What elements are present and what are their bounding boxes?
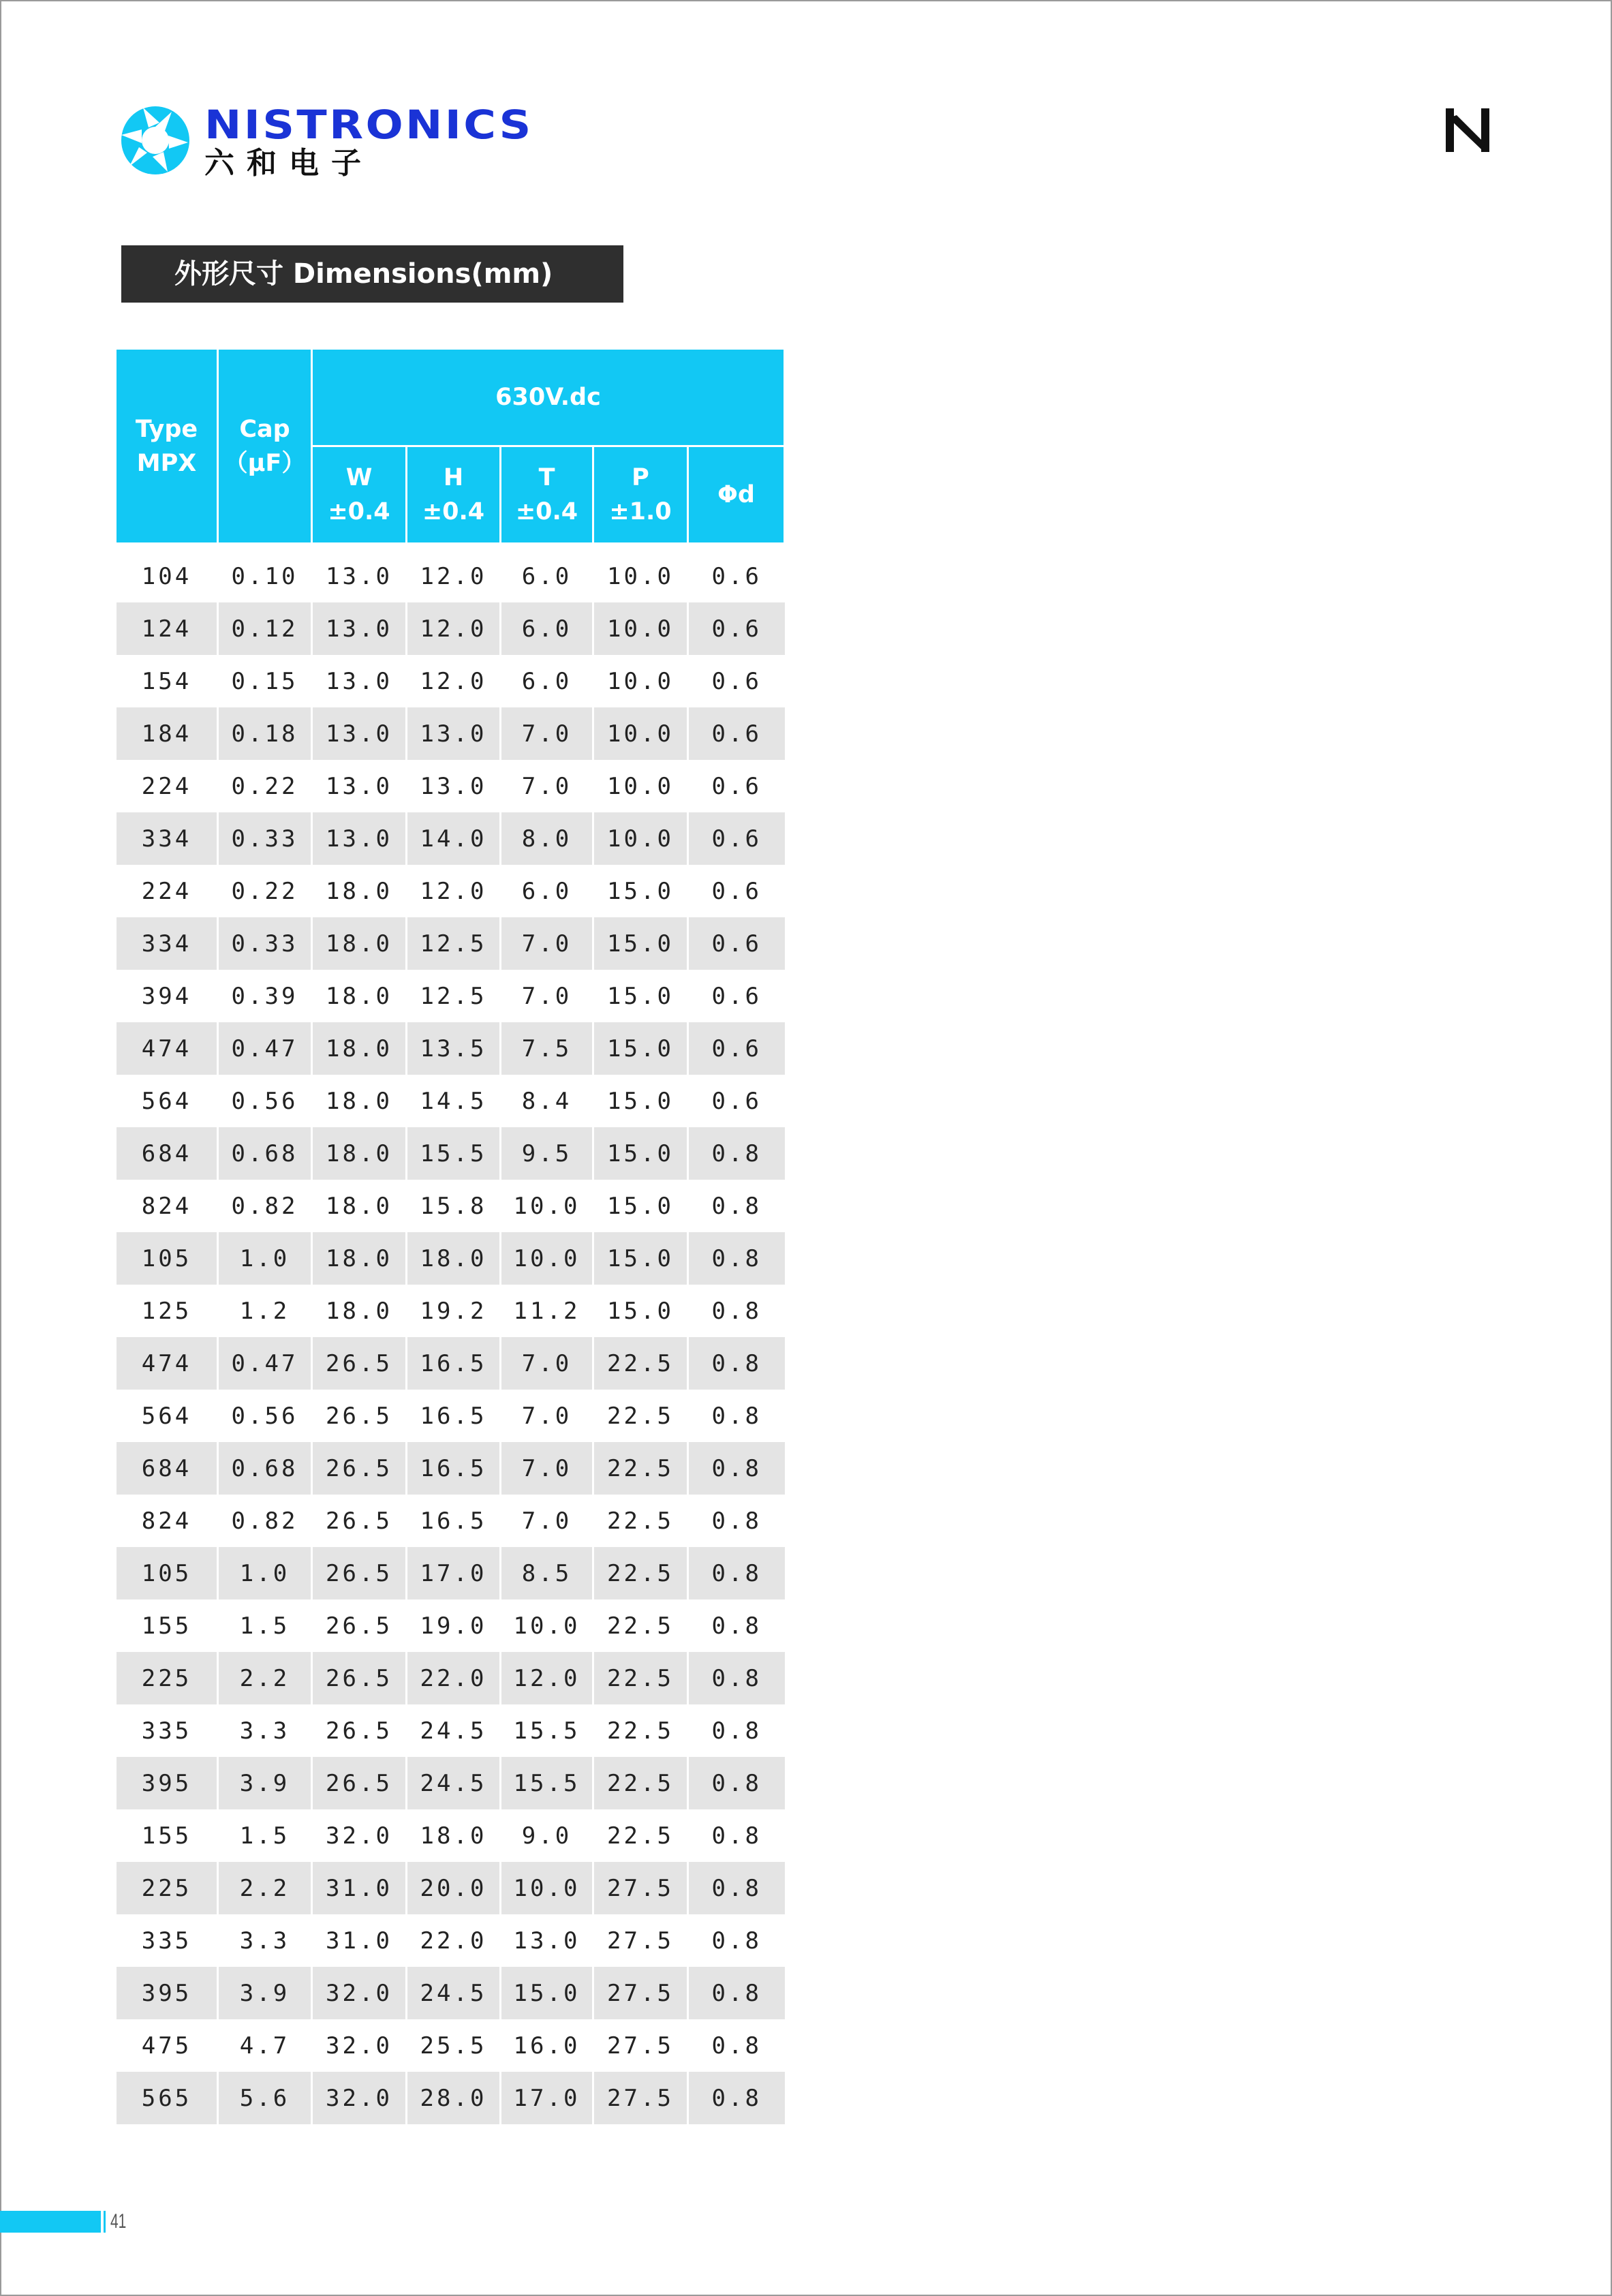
cell-p: 22.5 — [593, 1495, 688, 1547]
cell-h: 12.5 — [407, 917, 501, 970]
cell-cap: 1.5 — [218, 1599, 312, 1652]
cell-p: 22.5 — [593, 1390, 688, 1442]
cell-w: 18.0 — [312, 1285, 407, 1337]
cell-h: 18.0 — [407, 1232, 501, 1285]
cell-w: 32.0 — [312, 1809, 407, 1862]
cell-h: 16.5 — [407, 1337, 501, 1390]
cell-cap: 2.2 — [218, 1862, 312, 1914]
cell-type: 564 — [116, 1390, 218, 1442]
cell-p: 10.0 — [593, 602, 688, 655]
cell-w: 18.0 — [312, 1127, 407, 1180]
table-spacer-row — [116, 544, 785, 551]
cell-type: 564 — [116, 1075, 218, 1127]
cell-t: 11.2 — [501, 1285, 593, 1337]
cell-lead-diameter: 0.8 — [688, 1285, 785, 1337]
cell-p: 27.5 — [593, 2019, 688, 2072]
header-w-line2: ±0.4 — [328, 498, 390, 525]
cell-lead-diameter: 0.6 — [688, 655, 785, 707]
cell-h: 18.0 — [407, 1809, 501, 1862]
cell-t: 17.0 — [501, 2072, 593, 2124]
header-h-line2: ±0.4 — [422, 498, 485, 525]
cell-cap: 0.10 — [218, 550, 312, 602]
cell-w: 32.0 — [312, 2019, 407, 2072]
table-row — [116, 760, 785, 812]
table-row — [116, 1390, 785, 1442]
table-row — [116, 1180, 785, 1232]
table-row — [116, 1127, 785, 1180]
cell-lead-diameter: 0.8 — [688, 1390, 785, 1442]
corner-n-logo-icon — [1443, 106, 1492, 155]
header-p-line2: ±1.0 — [609, 498, 672, 525]
cell-t: 7.0 — [501, 1390, 593, 1442]
cell-h: 13.5 — [407, 1022, 501, 1075]
cell-p: 10.0 — [593, 707, 688, 760]
cell-type: 105 — [116, 1547, 218, 1599]
cell-t: 16.0 — [501, 2019, 593, 2072]
header-w-line1: W — [345, 464, 373, 491]
cell-w: 13.0 — [312, 655, 407, 707]
cell-h: 15.5 — [407, 1127, 501, 1180]
cell-w: 13.0 — [312, 812, 407, 865]
cell-cap: 0.47 — [218, 1022, 312, 1075]
cell-w: 18.0 — [312, 1075, 407, 1127]
cell-p: 15.0 — [593, 970, 688, 1022]
table-row — [116, 2072, 785, 2124]
header-lead-diameter: Φd — [688, 446, 785, 544]
cell-h: 12.0 — [407, 550, 501, 602]
section-title-banner: 外形尺寸 Dimensions(mm) — [121, 245, 623, 303]
header-h-line1: H — [443, 464, 464, 491]
cell-w: 18.0 — [312, 1180, 407, 1232]
table-row — [116, 1862, 785, 1914]
cell-type: 395 — [116, 1757, 218, 1809]
cell-h: 19.0 — [407, 1599, 501, 1652]
cell-t: 7.0 — [501, 1337, 593, 1390]
cell-type: 394 — [116, 970, 218, 1022]
table-row — [116, 812, 785, 865]
table-row — [116, 1022, 785, 1075]
cell-type: 684 — [116, 1442, 218, 1495]
cell-h: 16.5 — [407, 1442, 501, 1495]
cell-cap: 0.22 — [218, 760, 312, 812]
cell-p: 15.0 — [593, 1075, 688, 1127]
cell-t: 7.5 — [501, 1022, 593, 1075]
cell-type: 824 — [116, 1180, 218, 1232]
cell-t: 6.0 — [501, 550, 593, 602]
cell-type: 224 — [116, 865, 218, 917]
cell-p: 10.0 — [593, 760, 688, 812]
cell-h: 22.0 — [407, 1914, 501, 1967]
cell-p: 22.5 — [593, 1757, 688, 1809]
table-row — [116, 550, 785, 602]
cell-t: 15.0 — [501, 1967, 593, 2019]
cell-lead-diameter: 0.6 — [688, 1022, 785, 1075]
cell-type: 475 — [116, 2019, 218, 2072]
cell-h: 24.5 — [407, 1757, 501, 1809]
cell-h: 19.2 — [407, 1285, 501, 1337]
cell-cap: 0.56 — [218, 1390, 312, 1442]
cell-lead-diameter: 0.8 — [688, 1495, 785, 1547]
table-row — [116, 1967, 785, 2019]
cell-lead-diameter: 0.8 — [688, 1599, 785, 1652]
cell-lead-diameter: 0.8 — [688, 1704, 785, 1757]
cell-cap: 3.3 — [218, 1914, 312, 1967]
cell-lead-diameter: 0.8 — [688, 1809, 785, 1862]
cell-p: 27.5 — [593, 2072, 688, 2124]
cell-type: 124 — [116, 602, 218, 655]
aperture-logo-icon — [120, 105, 191, 176]
cell-h: 13.0 — [407, 760, 501, 812]
table-row — [116, 602, 785, 655]
footer-separator — [104, 2211, 106, 2233]
header-t-line2: ±0.4 — [515, 498, 578, 525]
table-row — [116, 1599, 785, 1652]
cell-cap: 4.7 — [218, 2019, 312, 2072]
table-body — [116, 544, 785, 2125]
cell-t: 7.0 — [501, 707, 593, 760]
cell-h: 25.5 — [407, 2019, 501, 2072]
footer-accent-bar — [0, 2211, 101, 2233]
cell-lead-diameter: 0.8 — [688, 1862, 785, 1914]
cell-w: 18.0 — [312, 1022, 407, 1075]
cell-cap: 1.0 — [218, 1547, 312, 1599]
cell-lead-diameter: 0.8 — [688, 1232, 785, 1285]
cell-p: 10.0 — [593, 655, 688, 707]
cell-type: 565 — [116, 2072, 218, 2124]
cell-cap: 0.47 — [218, 1337, 312, 1390]
cell-p: 22.5 — [593, 1442, 688, 1495]
cell-t: 12.0 — [501, 1652, 593, 1704]
table-row — [116, 1495, 785, 1547]
table-row — [116, 2019, 785, 2072]
cell-lead-diameter: 0.6 — [688, 550, 785, 602]
header-w — [312, 446, 407, 544]
table-row — [116, 1442, 785, 1495]
cell-h: 17.0 — [407, 1547, 501, 1599]
cell-type: 154 — [116, 655, 218, 707]
cell-h: 12.0 — [407, 865, 501, 917]
cell-t: 10.0 — [501, 1180, 593, 1232]
cell-h: 16.5 — [407, 1390, 501, 1442]
cell-p: 15.0 — [593, 1127, 688, 1180]
cell-type: 225 — [116, 1862, 218, 1914]
cell-p: 15.0 — [593, 917, 688, 970]
cell-h: 15.8 — [407, 1180, 501, 1232]
cell-p: 15.0 — [593, 1022, 688, 1075]
cell-w: 13.0 — [312, 550, 407, 602]
cell-h: 24.5 — [407, 1704, 501, 1757]
cell-w: 32.0 — [312, 2072, 407, 2124]
cell-p: 22.5 — [593, 1704, 688, 1757]
table-row — [116, 1337, 785, 1390]
cell-w: 32.0 — [312, 1967, 407, 2019]
cell-w: 31.0 — [312, 1862, 407, 1914]
cell-w: 18.0 — [312, 917, 407, 970]
cell-p: 27.5 — [593, 1967, 688, 2019]
cell-cap: 3.9 — [218, 1757, 312, 1809]
cell-type: 334 — [116, 917, 218, 970]
cell-type: 105 — [116, 1232, 218, 1285]
table-spacer-cell — [116, 544, 785, 551]
cell-p: 10.0 — [593, 812, 688, 865]
cell-t: 13.0 — [501, 1914, 593, 1967]
cell-lead-diameter: 0.8 — [688, 2019, 785, 2072]
cell-type: 335 — [116, 1914, 218, 1967]
header-t — [501, 446, 593, 544]
cell-h: 20.0 — [407, 1862, 501, 1914]
cell-lead-diameter: 0.8 — [688, 1547, 785, 1599]
table-row — [116, 865, 785, 917]
dimensions-table — [114, 348, 786, 2124]
cell-t: 7.0 — [501, 917, 593, 970]
cell-type: 395 — [116, 1967, 218, 2019]
cell-type: 225 — [116, 1652, 218, 1704]
cell-type: 474 — [116, 1337, 218, 1390]
cell-t: 15.5 — [501, 1704, 593, 1757]
cell-w: 18.0 — [312, 1232, 407, 1285]
cell-cap: 1.5 — [218, 1809, 312, 1862]
cell-cap: 0.68 — [218, 1442, 312, 1495]
cell-type: 125 — [116, 1285, 218, 1337]
cell-p: 15.0 — [593, 1232, 688, 1285]
cell-t: 9.0 — [501, 1809, 593, 1862]
cell-p: 22.5 — [593, 1809, 688, 1862]
cell-cap: 0.68 — [218, 1127, 312, 1180]
cell-cap: 2.2 — [218, 1652, 312, 1704]
table-row — [116, 707, 785, 760]
cell-type: 474 — [116, 1022, 218, 1075]
header-cap-line2: （μF） — [223, 449, 306, 477]
cell-cap: 1.0 — [218, 1232, 312, 1285]
cell-lead-diameter: 0.6 — [688, 1075, 785, 1127]
cell-w: 26.5 — [312, 1547, 407, 1599]
cell-p: 22.5 — [593, 1547, 688, 1599]
cell-type: 684 — [116, 1127, 218, 1180]
cell-t: 10.0 — [501, 1599, 593, 1652]
table-row — [116, 1757, 785, 1809]
cell-w: 13.0 — [312, 707, 407, 760]
cell-type: 824 — [116, 1495, 218, 1547]
cell-w: 26.5 — [312, 1495, 407, 1547]
cell-w: 26.5 — [312, 1652, 407, 1704]
cell-cap: 3.3 — [218, 1704, 312, 1757]
cell-lead-diameter: 0.6 — [688, 865, 785, 917]
brand-name-en: NISTRONICS — [204, 102, 533, 148]
cell-w: 31.0 — [312, 1914, 407, 1967]
header-type — [116, 349, 218, 544]
cell-w: 26.5 — [312, 1337, 407, 1390]
cell-t: 9.5 — [501, 1127, 593, 1180]
cell-t: 10.0 — [501, 1862, 593, 1914]
cell-p: 10.0 — [593, 550, 688, 602]
cell-t: 8.5 — [501, 1547, 593, 1599]
cell-lead-diameter: 0.6 — [688, 917, 785, 970]
header-cap — [218, 349, 312, 544]
cell-p: 27.5 — [593, 1862, 688, 1914]
cell-type: 184 — [116, 707, 218, 760]
cell-w: 26.5 — [312, 1442, 407, 1495]
table-row — [116, 970, 785, 1022]
cell-p: 22.5 — [593, 1337, 688, 1390]
page-number: 41 — [110, 2210, 127, 2233]
cell-lead-diameter: 0.8 — [688, 1914, 785, 1967]
table-row — [116, 1232, 785, 1285]
cell-p: 15.0 — [593, 865, 688, 917]
cell-cap: 0.22 — [218, 865, 312, 917]
cell-lead-diameter: 0.8 — [688, 1757, 785, 1809]
cell-lead-diameter: 0.8 — [688, 1337, 785, 1390]
cell-h: 12.0 — [407, 655, 501, 707]
cell-cap: 0.33 — [218, 812, 312, 865]
cell-t: 7.0 — [501, 760, 593, 812]
cell-h: 14.5 — [407, 1075, 501, 1127]
cell-t: 8.0 — [501, 812, 593, 865]
cell-cap: 0.56 — [218, 1075, 312, 1127]
cell-lead-diameter: 0.8 — [688, 2072, 785, 2124]
cell-cap: 0.82 — [218, 1495, 312, 1547]
cell-h: 12.0 — [407, 602, 501, 655]
cell-lead-diameter: 0.6 — [688, 707, 785, 760]
cell-t: 8.4 — [501, 1075, 593, 1127]
table-row — [116, 1075, 785, 1127]
cell-lead-diameter: 0.6 — [688, 812, 785, 865]
cell-p: 22.5 — [593, 1599, 688, 1652]
header-h — [407, 446, 501, 544]
cell-lead-diameter: 0.6 — [688, 970, 785, 1022]
table-row — [116, 1547, 785, 1599]
cell-cap: 5.6 — [218, 2072, 312, 2124]
cell-cap: 0.12 — [218, 602, 312, 655]
cell-w: 13.0 — [312, 602, 407, 655]
table-row — [116, 1914, 785, 1967]
cell-h: 12.5 — [407, 970, 501, 1022]
table-row — [116, 1285, 785, 1337]
cell-w: 26.5 — [312, 1757, 407, 1809]
cell-t: 7.0 — [501, 1442, 593, 1495]
table-row — [116, 1809, 785, 1862]
cell-cap: 0.15 — [218, 655, 312, 707]
cell-lead-diameter: 0.8 — [688, 1442, 785, 1495]
cell-cap: 0.18 — [218, 707, 312, 760]
cell-p: 27.5 — [593, 1914, 688, 1967]
cell-h: 16.5 — [407, 1495, 501, 1547]
cell-t: 6.0 — [501, 865, 593, 917]
cell-h: 14.0 — [407, 812, 501, 865]
header-p-line1: P — [632, 464, 649, 491]
cell-lead-diameter: 0.8 — [688, 1652, 785, 1704]
cell-t: 15.5 — [501, 1757, 593, 1809]
header-type-line2: MPX — [136, 449, 197, 477]
cell-lead-diameter: 0.6 — [688, 602, 785, 655]
cell-cap: 0.33 — [218, 917, 312, 970]
cell-cap: 0.82 — [218, 1180, 312, 1232]
cell-h: 28.0 — [407, 2072, 501, 2124]
cell-t: 7.0 — [501, 1495, 593, 1547]
cell-lead-diameter: 0.8 — [688, 1180, 785, 1232]
cell-p: 15.0 — [593, 1285, 688, 1337]
cell-cap: 1.2 — [218, 1285, 312, 1337]
table-row — [116, 1652, 785, 1704]
cell-w: 18.0 — [312, 970, 407, 1022]
cell-w: 18.0 — [312, 865, 407, 917]
cell-h: 13.0 — [407, 707, 501, 760]
cell-cap: 3.9 — [218, 1967, 312, 2019]
cell-type: 155 — [116, 1599, 218, 1652]
header-p — [593, 446, 688, 544]
cell-lead-diameter: 0.8 — [688, 1127, 785, 1180]
table-row — [116, 1704, 785, 1757]
cell-t: 6.0 — [501, 602, 593, 655]
cell-h: 22.0 — [407, 1652, 501, 1704]
cell-t: 7.0 — [501, 970, 593, 1022]
cell-t: 10.0 — [501, 1232, 593, 1285]
cell-w: 13.0 — [312, 760, 407, 812]
cell-w: 26.5 — [312, 1599, 407, 1652]
brand-logo — [120, 102, 533, 191]
cell-type: 335 — [116, 1704, 218, 1757]
cell-w: 26.5 — [312, 1704, 407, 1757]
table-row — [116, 655, 785, 707]
cell-lead-diameter: 0.6 — [688, 760, 785, 812]
header-cap-line1: Cap — [239, 415, 290, 443]
cell-type: 155 — [116, 1809, 218, 1862]
cell-p: 22.5 — [593, 1652, 688, 1704]
cell-h: 24.5 — [407, 1967, 501, 2019]
cell-w: 26.5 — [312, 1390, 407, 1442]
cell-p: 15.0 — [593, 1180, 688, 1232]
header-t-line1: T — [538, 464, 555, 491]
table-row — [116, 917, 785, 970]
cell-type: 334 — [116, 812, 218, 865]
brand-name-cn: 六和电子 — [204, 146, 373, 181]
header-voltage: 630V.dc — [312, 349, 785, 446]
cell-type: 104 — [116, 550, 218, 602]
header-type-line1: Type — [135, 415, 198, 443]
cell-lead-diameter: 0.8 — [688, 1967, 785, 2019]
cell-t: 6.0 — [501, 655, 593, 707]
cell-type: 224 — [116, 760, 218, 812]
cell-cap: 0.39 — [218, 970, 312, 1022]
